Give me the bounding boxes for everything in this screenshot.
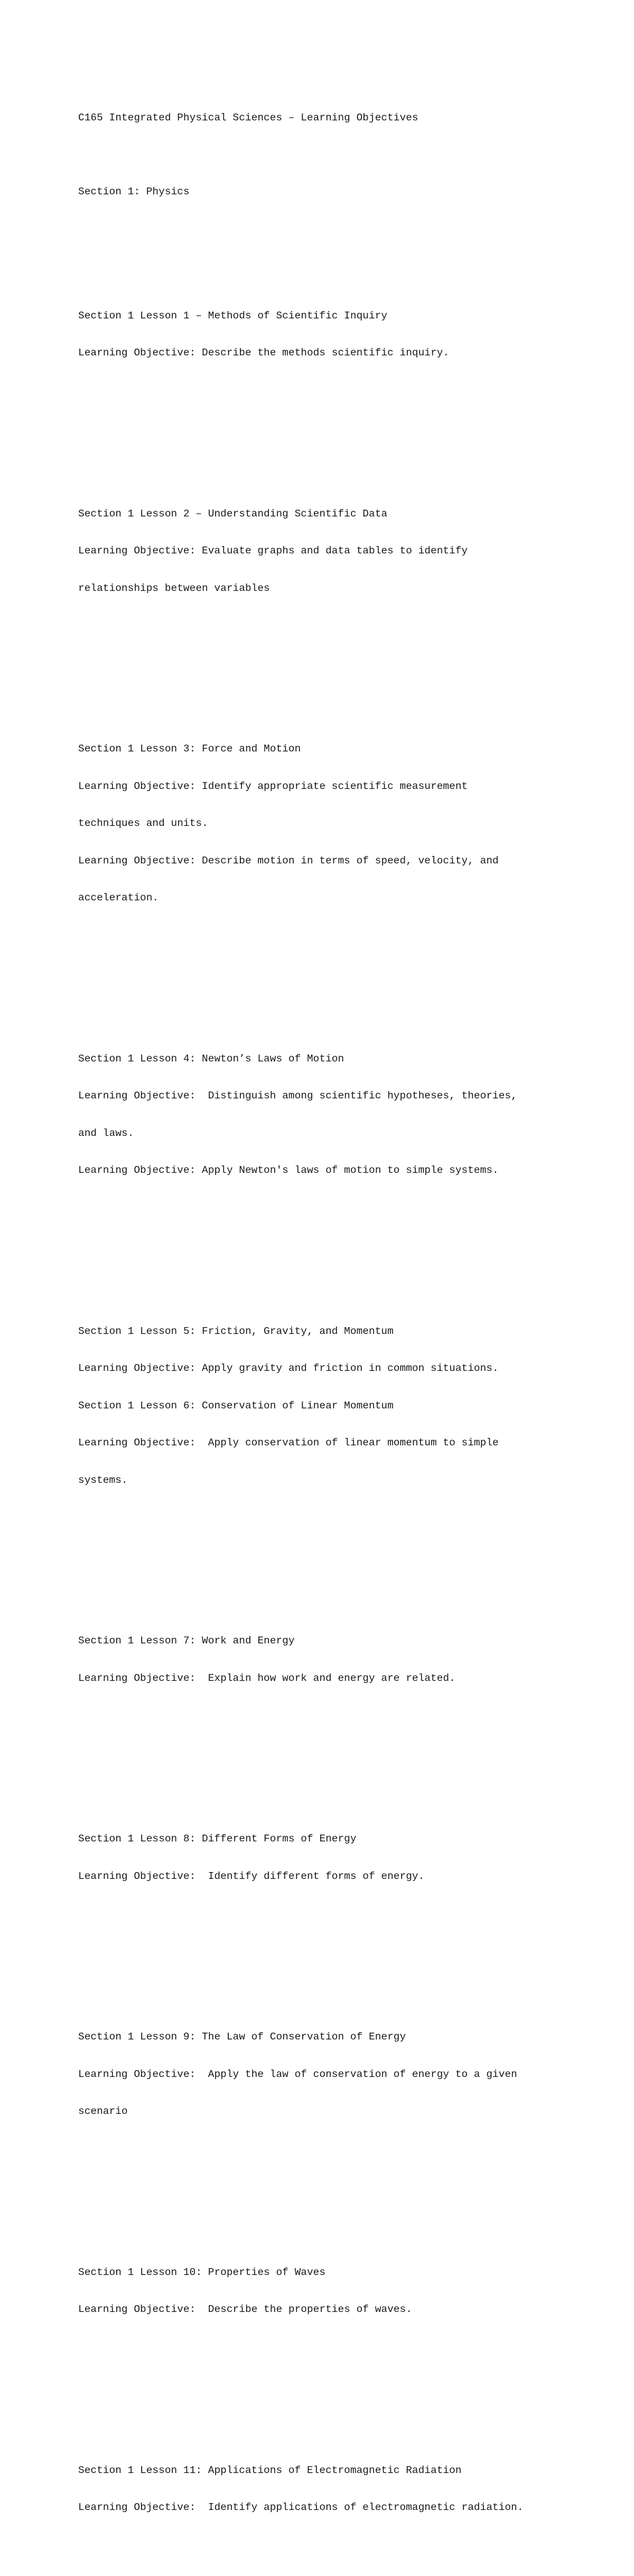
spacer [78, 149, 607, 161]
spacer [78, 2168, 607, 2192]
learning-objective: Learning Objective: Describe the properties of waves. [78, 2304, 412, 2315]
lesson-block [78, 1808, 607, 1907]
lesson-block [78, 1028, 607, 1202]
learning-objective: Learning Objective: Describe motion in terms of speed, velocity, and [78, 854, 499, 867]
lesson-block [78, 1301, 607, 1512]
lesson-block [78, 483, 607, 620]
spacer [78, 409, 607, 434]
spacer [78, 1932, 607, 1957]
spacer [78, 2366, 607, 2390]
learning-objective-continued: techniques and units. [78, 817, 208, 829]
learning-objective: Learning Objective: Apply the law of conservation of energy to a given [78, 2068, 517, 2080]
learning-objective-continued: and laws. [78, 1127, 134, 1139]
lesson-heading: Section 1 Lesson 8: Different Forms of Energy [78, 1833, 357, 1845]
lesson-heading: Section 1 Lesson 7: Work and Energy [78, 1635, 295, 1647]
lesson-heading: Section 1 Lesson 5: Friction, Gravity, and Momentum [78, 1325, 394, 1337]
lesson-heading: Section 1 Lesson 3: Force and Motion [78, 743, 301, 755]
lesson-heading: Section 1 Lesson 4: Newton’s Laws of Motion [78, 1052, 344, 1065]
lesson-block [78, 718, 607, 929]
learning-objective: Learning Objective: Apply Newton's laws of motion to simple systems. [78, 1164, 499, 1176]
section-heading: Section 1: Physics [78, 186, 190, 198]
document-title: C165 Integrated Physical Sciences – Learning Objectives [78, 111, 418, 124]
lesson-block [78, 1610, 607, 1709]
learning-objective: Learning Objective: Explain how work and energy are related. [78, 1672, 455, 1684]
spacer [78, 223, 607, 236]
learning-objective-continued: acceleration. [78, 892, 159, 904]
learning-objective: Learning Objective: Apply gravity and friction in common situations. [78, 1362, 499, 1374]
lesson-heading: Section 1 Lesson 2 – Understanding Scientific Data [78, 507, 388, 520]
learning-objective-continued: systems. [78, 1474, 128, 1486]
learning-objective: Learning Objective: Distinguish among scientific hypotheses, theories, [78, 1090, 517, 1102]
learning-objective-continued: relationships between variables [78, 582, 270, 594]
document-body [78, 74, 607, 2576]
learning-objective: Learning Objective: Identify different forms of energy. [78, 1870, 425, 1882]
spacer [78, 644, 607, 669]
lesson-heading: Section 1 Lesson 9: The Law of Conservation of Energy [78, 2031, 406, 2043]
lesson-block [78, 2242, 607, 2341]
spacer [78, 1734, 607, 1759]
learning-objective-continued: scenario [78, 2105, 128, 2117]
learning-objective: Learning Objective: Identify applications of electromagnetic radiation. [78, 2502, 524, 2513]
spacer [78, 954, 607, 979]
spacer [78, 1536, 607, 1560]
lesson-block [78, 2006, 607, 2143]
learning-objective: Learning Objective: Describe the methods scientific inquiry. [78, 347, 450, 359]
lesson-block [78, 2440, 607, 2539]
lesson-heading: Section 1 Lesson 1 – Methods of Scientific Inquiry [78, 309, 388, 322]
learning-objective: Learning Objective: Apply conservation of linear momentum to simple [78, 1437, 499, 1449]
lesson-heading: Section 1 Lesson 10: Properties of Waves [78, 2266, 326, 2278]
learning-objective: Learning Objective: Evaluate graphs and data tables to identify [78, 545, 468, 557]
lesson-heading: Section 1 Lesson 6: Conservation of Linear Momentum [78, 1399, 394, 1412]
lesson-block [78, 285, 607, 384]
lesson-heading: Section 1 Lesson 11: Applications of Electromagnetic Radiation [78, 2464, 462, 2476]
learning-objective: Learning Objective: Identify appropriate scientific measurement [78, 780, 468, 792]
spacer [78, 1227, 607, 1251]
